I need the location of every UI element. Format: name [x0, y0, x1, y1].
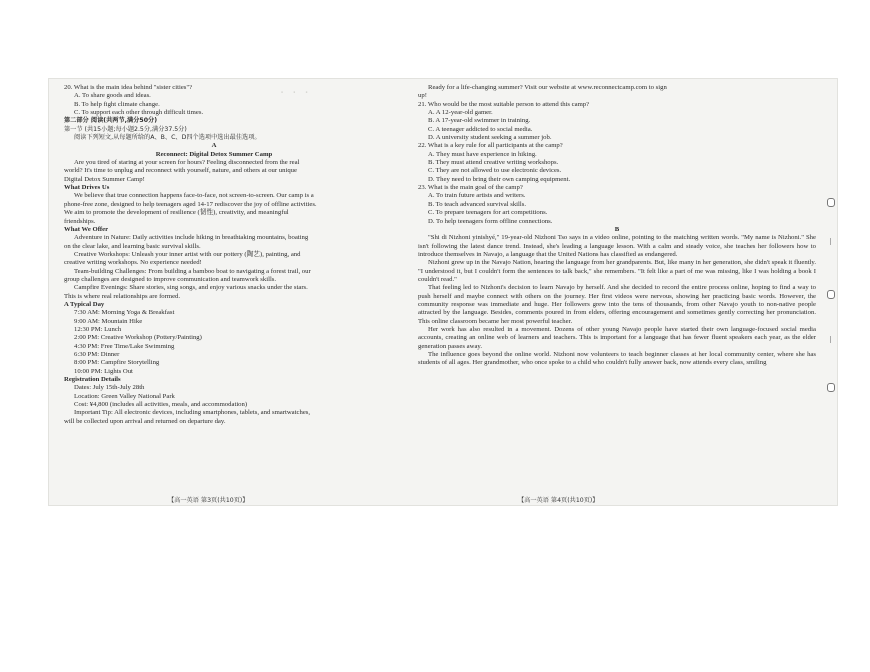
offer-line-6: group challenges are designed to improve communication and teamwork skills. [64, 275, 277, 283]
what-we-offer-heading: What We Offer [64, 225, 109, 233]
closing-line-2: up! [418, 92, 427, 100]
passage-b-paragraph: That feeling led to Nizhoni's decision to learn Navajo by herself. And she decided to record the entire process online, hoping to find a way to push herself and maybe connect with others on the journey. Her first videos were nervous, showing her practicing basic words. However, the community response was immediate and huge. Her followers grew into the tens of thousands, from other Navajo youth to non-native people attracted by the language. Besides, comments poured in from elders, offering encouragement and sometimes gently correcting her pronunciation. This online classroom became her most powerful teacher. [418, 284, 816, 325]
q22-option-d: D. They need to bring their own camping equipment. [428, 175, 571, 183]
what-drives-heading: What Drives Us [64, 184, 110, 192]
subsection-title: 第一节 (共15小题;每小题2.5分,满分37.5分) [64, 125, 187, 133]
offer-line-4: creative writing workshops. No experience needed! [64, 259, 202, 267]
q22-option-b: B. They must attend creative writing workshops. [428, 159, 559, 167]
section-title: 第二部分 阅读(共两节,满分50分) [64, 117, 158, 125]
offer-line-8: This is where real relationships are formed. [64, 292, 181, 300]
schedule-item: 6:30 PM: Dinner [74, 351, 120, 358]
binding-hole-icon [827, 383, 835, 392]
offer-line-7: Campfire Evenings: Share stories, sing songs, and enjoy various snacks under the stars. [74, 284, 308, 292]
passage-b-paragraph: The influence goes beyond the online world. Nizhoni now volunteers to teach beginner classes at her local community center, where she has students of all ages. Her grandmother, who once spoke to a child who couldn't fully answer back, now attends every class, smiling [418, 351, 816, 367]
q21-question: 21. Who would be the most suitable person to attend this camp? [418, 100, 590, 108]
right-page [418, 84, 816, 368]
offer-line-1: Adventure in Nature: Daily activities include hiking in breathtaking mountains, boating [74, 234, 309, 242]
q21-option-c: C. A teenager addicted to social media. [428, 125, 533, 133]
schedule-item: 12:30 PM: Lunch [74, 325, 122, 333]
q21-option-b: B. A 17-year-old swimmer in training. [428, 117, 531, 125]
binding-tick-mark [830, 336, 831, 343]
registration-line: Important Tip: All electronic devices, including smartphones, tablets, and smartwatches, [74, 409, 311, 417]
offer-line-2: on the clear lake, and learning basic survival skills. [64, 242, 201, 250]
registration-heading: Registration Details [64, 376, 121, 384]
q21-option-d: D. A university student seeking a summer job. [428, 134, 552, 142]
passage-b-paragraph: Her work has also resulted in a movement. Dozens of other young Navajo people have started their own language-focused social media accounts, creating an online web of learners and teachers. This is important for a language that has fewer fluent speakers each year, as the elder generation passes away. [418, 325, 816, 350]
q23-question: 23. What is the main goal of the camp? [418, 184, 523, 192]
typical-day-heading: A Typical Day [64, 300, 105, 308]
q20-option-c: C. To support each other through difficult times. [74, 109, 204, 117]
right-page-footer: 【高一英语 第4页(共10页)】 [518, 497, 599, 504]
schedule-item: 4:30 PM: Free Time/Lake Swimming [74, 342, 175, 350]
binding-hole-icon [827, 198, 835, 207]
q22-option-a: A. They must have experience in hiking. [428, 150, 537, 158]
registration-line: Location: Green Valley National Park [74, 392, 175, 400]
schedule-item: 10:00 PM: Lights Out [74, 367, 133, 375]
intro-line-2: world? It's time to unplug and reconnect with yourself, nature, and others at our unique [64, 167, 297, 175]
schedule-item: 2:00 PM: Creative Workshop (Pottery/Painting) [74, 334, 202, 342]
passage-b-label: B [614, 225, 620, 233]
drives-line-2: phone-free zone, designed to help teenagers aged 14-17 rediscover the joy of offline activities. [64, 200, 317, 208]
offer-line-3: Creative Workshops: Unleash your inner artist with our pottery (陶艺), painting, and [74, 250, 301, 258]
left-page [64, 84, 364, 426]
schedule-item: 9:00 AM: Mountain Hike [74, 317, 143, 325]
passage-b-paragraph: "Shi di Nizhoni yinishyé," 19-year-old Nizhoni Tso says in a video online, pointing to the matching written words. "My name is Nizhoni." She isn't following the latest dance trend. Instead, she's leading a language lesson. With a calm and steady voice, she teaches her followers how to introduce themselves in Navajo, a language that the United Nations has classified as endangered. [418, 234, 816, 258]
instruction: 阅读下列短文,从每题所给的A、B、C、D四个选项中选出最佳选项。 [74, 134, 261, 142]
q23-option-a: A. To train future artists and writers. [428, 192, 526, 200]
schedule-item: 7:30 AM: Morning Yoga & Breakfast [74, 309, 175, 317]
scanned-sheet [48, 78, 838, 506]
q22-option-c: C. They are not allowed to use electronic devices. [428, 167, 562, 175]
registration-line: Cost: ¥4,800 (includes all activities, meals, and accommodation) [74, 401, 248, 409]
q21-option-a: A. A 12-year-old gamer. [428, 109, 493, 117]
q20-question: 20. What is the main idea behind "sister cities"? [64, 84, 193, 91]
binding-tick-mark [830, 238, 831, 245]
left-page-footer: 【高一英语 第3页(共10页)】 [168, 497, 249, 504]
registration-line: Dates: July 15th-July 28th [74, 384, 145, 392]
drives-line-3: We aim to promote the development of resilience (韧性), creativity, and meaningful [64, 209, 289, 217]
intro-line-1: Are you tired of staring at your screen for hours? Feeling disconnected from the real [74, 159, 300, 167]
offer-line-5: Team-building Challenges: From building a bamboo boat to navigating a forest trail, our [74, 267, 311, 275]
q22-question: 22. What is a key rule for all participants at the camp? [418, 142, 563, 150]
schedule-item: 8:00 PM: Campfire Storytelling [74, 359, 160, 367]
intro-line-3: Digital Detox Summer Camp! [64, 175, 145, 183]
q20-option-b: B. To help fight climate change. [74, 100, 160, 108]
registration-line: will be collected upon arrival and returned on departure day. [64, 417, 226, 425]
drives-line-1: We believe that true connection happens face-to-face, not screen-to-screen. Our camp is a [74, 192, 314, 200]
closing-line-1: Ready for a life-changing summer? Visit our website at www.reconnectcamp.com to sign [428, 84, 667, 91]
drives-line-4: friendships. [64, 217, 96, 225]
binding-hole-icon [827, 290, 835, 299]
bleed-through-ghost-text: · · · [280, 86, 311, 101]
q23-option-c: C. To prepare teenagers for art competitions. [428, 209, 548, 217]
q23-option-b: B. To teach advanced survival skills. [428, 200, 527, 208]
passage-a-title: Reconnect: Digital Detox Summer Camp [155, 150, 273, 158]
passage-b-paragraph: Nizhoni grew up in the Navajo Nation, hearing the language from her grandparents. But, like many in her generation, she didn't speak it fluently. "I understood it, but I couldn't form the sentences to talk back," she remembers. "It felt like a part of me was missing, like I was holding a book I couldn't read." [418, 259, 816, 283]
passage-a-label: A [211, 142, 217, 150]
q20-option-a: A. To share goods and ideas. [74, 92, 151, 100]
q23-option-d: D. To help teenagers form offline connections. [428, 217, 553, 225]
